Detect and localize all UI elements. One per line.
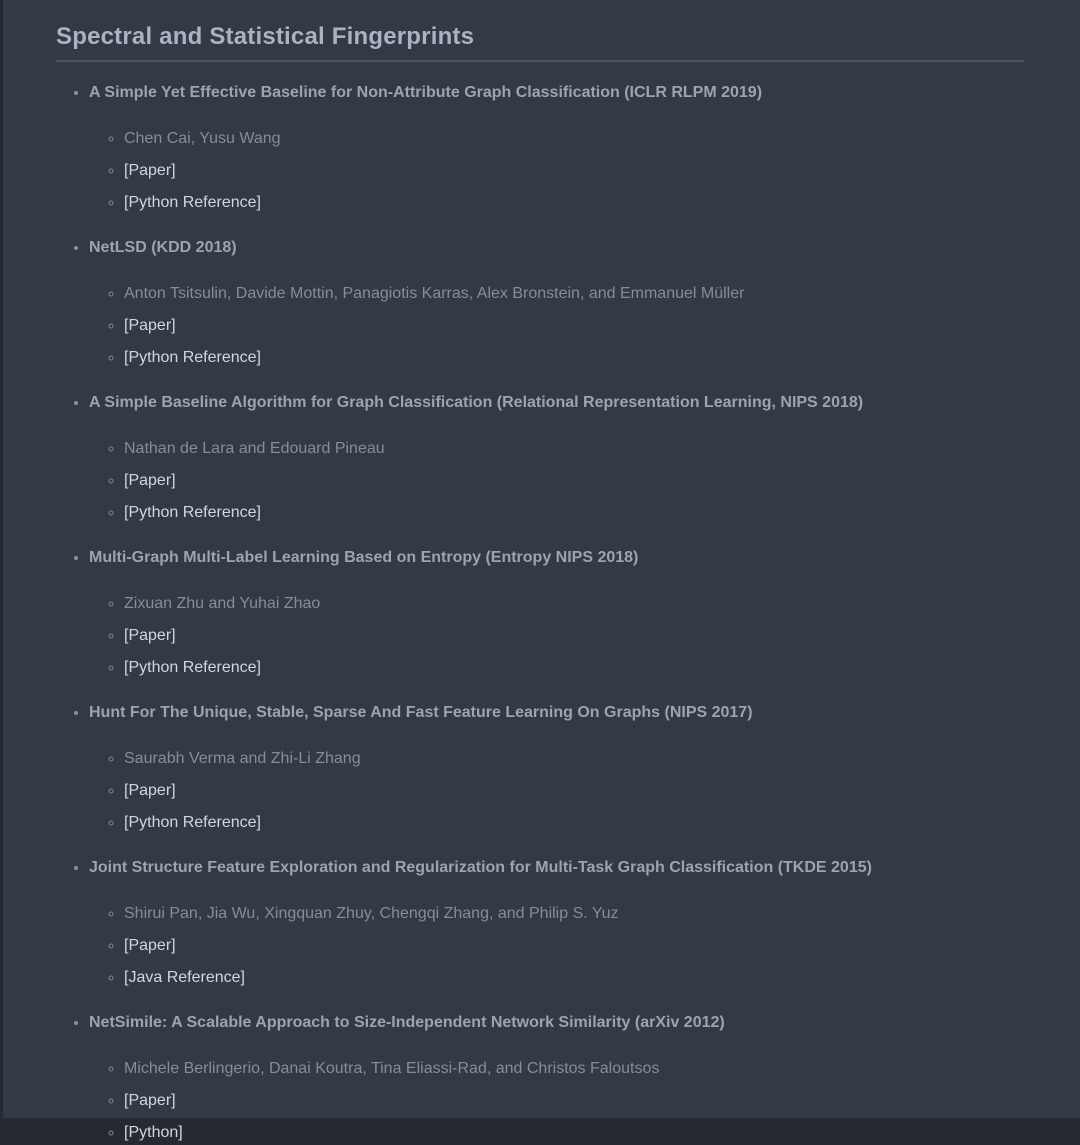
section-heading: Spectral and Statistical Fingerprints xyxy=(56,22,1024,62)
paper-item xyxy=(89,390,1024,525)
papers-list xyxy=(56,80,1024,1145)
paper-authors: ◦ Chen Cai, Yusu Wang xyxy=(124,126,1024,151)
paper-link-item xyxy=(124,778,1024,803)
paper-link[interactable]: [Paper] xyxy=(124,162,176,179)
code-link-item xyxy=(124,655,1024,680)
paper-link[interactable]: [Paper] xyxy=(124,472,176,489)
paper-authors: ◦ Michele Berlingerio, Danai Koutra, Tina Eliassi-Rad, and Christos Faloutsos xyxy=(124,1056,1024,1081)
paper-title-link[interactable]: NetSimile: A Scalable Approach to Size-Independent Network Similarity (arXiv 2012) xyxy=(89,1014,725,1031)
paper-link-item xyxy=(124,468,1024,493)
paper-authors: ◦ Nathan de Lara and Edouard Pineau xyxy=(124,436,1024,461)
code-link-item xyxy=(124,500,1024,525)
paper-item xyxy=(89,545,1024,680)
paper-meta-list xyxy=(89,1056,1024,1145)
code-reference-link[interactable]: [Python Reference] xyxy=(124,659,261,676)
paper-item xyxy=(89,700,1024,835)
readme-content xyxy=(3,0,1080,1141)
code-link-item xyxy=(124,190,1024,215)
code-reference-link[interactable]: [Java Reference] xyxy=(124,969,245,986)
paper-item xyxy=(89,80,1024,215)
code-link-item xyxy=(124,810,1024,835)
paper-meta-list xyxy=(89,126,1024,215)
paper-link-item xyxy=(124,158,1024,183)
paper-link[interactable]: [Paper] xyxy=(124,317,176,334)
paper-authors: ◦ Shirui Pan, Jia Wu, Xingquan Zhuy, Chengqi Zhang, and Philip S. Yuz xyxy=(124,901,1024,926)
code-reference-link[interactable]: [Python Reference] xyxy=(124,814,261,831)
paper-link[interactable]: [Paper] xyxy=(124,1092,176,1109)
paper-link[interactable]: [Paper] xyxy=(124,937,176,954)
paper-title-link[interactable]: A Simple Yet Effective Baseline for Non-Attribute Graph Classification (ICLR RLPM 2019) xyxy=(89,84,763,101)
paper-authors: ◦ Anton Tsitsulin, Davide Mottin, Panagiotis Karras, Alex Bronstein, and Emmanuel Müller xyxy=(124,281,1024,306)
paper-link[interactable]: [Paper] xyxy=(124,627,176,644)
code-link-item xyxy=(124,965,1024,990)
paper-link-item xyxy=(124,623,1024,648)
code-reference-link[interactable]: [Python] xyxy=(124,1124,183,1141)
paper-title-link[interactable]: NetLSD (KDD 2018) xyxy=(89,239,237,256)
paper-item xyxy=(89,855,1024,990)
paper-title-link[interactable]: Hunt For The Unique, Stable, Sparse And Fast Feature Learning On Graphs (NIPS 2017) xyxy=(89,704,753,721)
paper-link[interactable]: [Paper] xyxy=(124,782,176,799)
code-reference-link[interactable]: [Python Reference] xyxy=(124,194,261,211)
paper-meta-list xyxy=(89,746,1024,835)
paper-link-item xyxy=(124,313,1024,338)
paper-title-link[interactable]: Multi-Graph Multi-Label Learning Based on Entropy (Entropy NIPS 2018) xyxy=(89,549,639,566)
paper-link-item xyxy=(124,1088,1024,1113)
paper-authors: ◦ Zixuan Zhu and Yuhai Zhao xyxy=(124,591,1024,616)
paper-meta-list xyxy=(89,436,1024,525)
paper-meta-list xyxy=(89,281,1024,370)
paper-item xyxy=(89,235,1024,370)
code-link-item xyxy=(124,345,1024,370)
paper-title-link[interactable]: A Simple Baseline Algorithm for Graph Classification (Relational Representation Learning, NIPS 2018) xyxy=(89,394,864,411)
paper-title-link[interactable]: Joint Structure Feature Exploration and Regularization for Multi-Task Graph Classification (TKDE 2015) xyxy=(89,859,872,876)
code-link-item xyxy=(124,1120,1024,1145)
code-reference-link[interactable]: [Python Reference] xyxy=(124,349,261,366)
paper-authors: ◦ Saurabh Verma and Zhi-Li Zhang xyxy=(124,746,1024,771)
code-reference-link[interactable]: [Python Reference] xyxy=(124,504,261,521)
paper-link-item xyxy=(124,933,1024,958)
paper-meta-list xyxy=(89,901,1024,990)
paper-meta-list xyxy=(89,591,1024,680)
